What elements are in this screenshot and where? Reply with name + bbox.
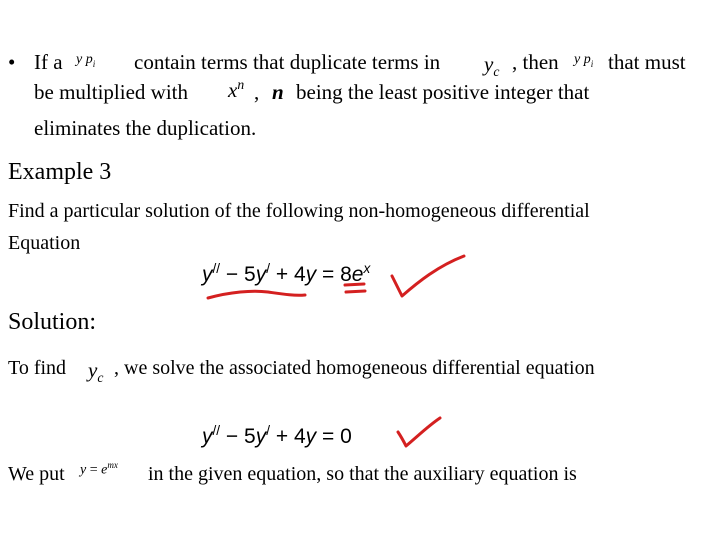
checkmark-annotation-1 <box>392 256 464 296</box>
after-put-text: in the given equation, so that the auxiliary equation is <box>148 463 577 485</box>
bullet-line1-if-a: If a <box>34 50 63 74</box>
example-heading: Example 3 <box>8 159 112 185</box>
we-put-text: We put <box>8 463 65 485</box>
n-variable: n <box>272 80 284 104</box>
solution-heading: Solution: <box>8 309 97 335</box>
bullet-line1-that-must: that must <box>608 50 686 74</box>
homogeneous-equation: y// − 5y/ + 4y = 0 <box>202 423 352 448</box>
bullet-line2-being: being the least positive integer that <box>296 80 590 104</box>
yc-term-1: $y_c$ <box>484 52 500 80</box>
bullet-symbol: • <box>8 50 16 74</box>
example-equation: $y^{//} - 5y^/ + 4y = 8e^x$ <box>202 261 371 286</box>
ypi-term-1: y $p_i$ <box>76 52 96 69</box>
solution-rest: , we solve the associated homogeneous differential equation <box>114 357 595 379</box>
underline-annotation <box>208 291 305 298</box>
checkmark-annotation-2 <box>398 418 440 446</box>
solution-to-find: To find <box>8 357 67 379</box>
bullet-line2-be-multiplied: be multiplied with <box>34 80 188 104</box>
bullet-line3: eliminates the duplication. <box>34 116 257 140</box>
example-prompt-line1: Find a particular solution of the following non-homogeneous differential <box>8 200 590 222</box>
xn-term: $x^n$ <box>228 77 245 102</box>
double-underline-annotation <box>345 284 365 292</box>
ypi-term-2: y $p_i$ <box>574 52 594 69</box>
bullet-line1-contain: contain terms that duplicate terms in <box>134 50 441 74</box>
substitution-term: $y = e^{mx}$ <box>80 460 118 478</box>
example-prompt-line2: Equation <box>8 232 81 254</box>
bullet-line2-comma: , <box>254 80 260 104</box>
yc-term-2: $y_c$ <box>88 358 104 386</box>
bullet-line1-then: , then <box>512 50 559 74</box>
